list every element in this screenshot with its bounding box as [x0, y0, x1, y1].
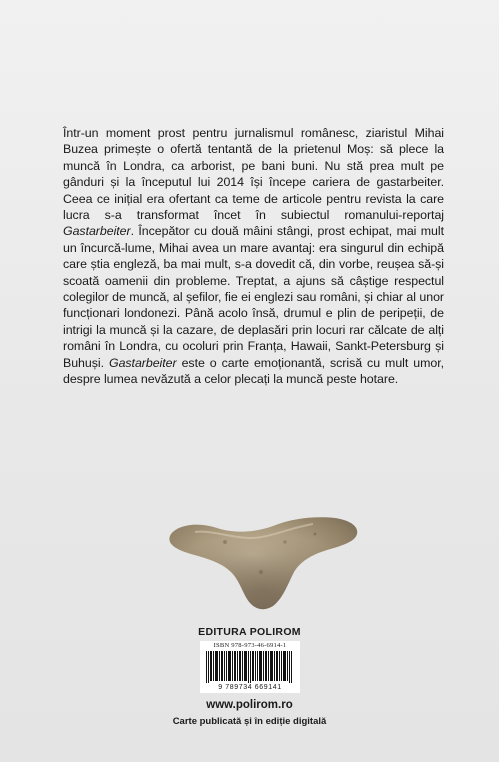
publisher-website: www.polirom.ro [206, 699, 293, 711]
isbn-barcode-block [200, 641, 300, 693]
digital-edition-note: Carte publicată și în ediție digitală [172, 716, 327, 727]
barcode-digits: 9 789734 669141 [218, 684, 282, 691]
book-title-italic: Gastarbeiter [63, 224, 131, 239]
publisher-name: EDITURA POLIROM [198, 626, 301, 638]
book-title-italic: Gastarbeiter [108, 355, 177, 370]
isbn-number: ISBN 978-973-46-6914-1 [213, 642, 287, 649]
bone-artifact-image [165, 512, 361, 612]
book-blurb [63, 125, 444, 388]
blurb-part-1: Într-un moment prost pentru jurnalismul românesc, ziaristul Mihai Buzea primește o ofertă tentantă de la prietenul Moș: să plece la muncă în Londra, ca arborist, pe bani buni. Nu stă prea mult pe gânduri și la începutul lui 2014 își începe cariera de gastarbeiter. Ceea ce inițial era ofertant ca teme de articole pentru revista la care lucra s-a transformat încet în subiectul romanului-reportaj [63, 126, 444, 223]
blurb-part-3: este o carte emoționantă, scrisă cu mult umor, despre lumea nevăzută a celor plecați la muncă peste hotare. [63, 355, 444, 387]
blurb-part-2: . Începător cu două mâini stângi, prost echipat, mai mult un încurcă-lume, Mihai avea un mare avantaj: era singurul din echipă care știa engleză, ba mai mult, s-a dovedit că, din vorbe, reușea să-și scoată oamenii din probleme. Treptat, a ajuns să câștige respectul colegilor de muncă, al șefilor, fie ei englezi sau români, și chiar al unor funcționari londonezi. Până acolo însă, drumul e plin de peripeții, de intrigi la muncă și la cazare, de deplasări prin locuri rar călcate de alți români în Londra, cu ocoluri prin Franța, Hawaii, Sankt-Petersburg și Buhuși. [63, 224, 444, 370]
barcode-image [206, 651, 294, 683]
